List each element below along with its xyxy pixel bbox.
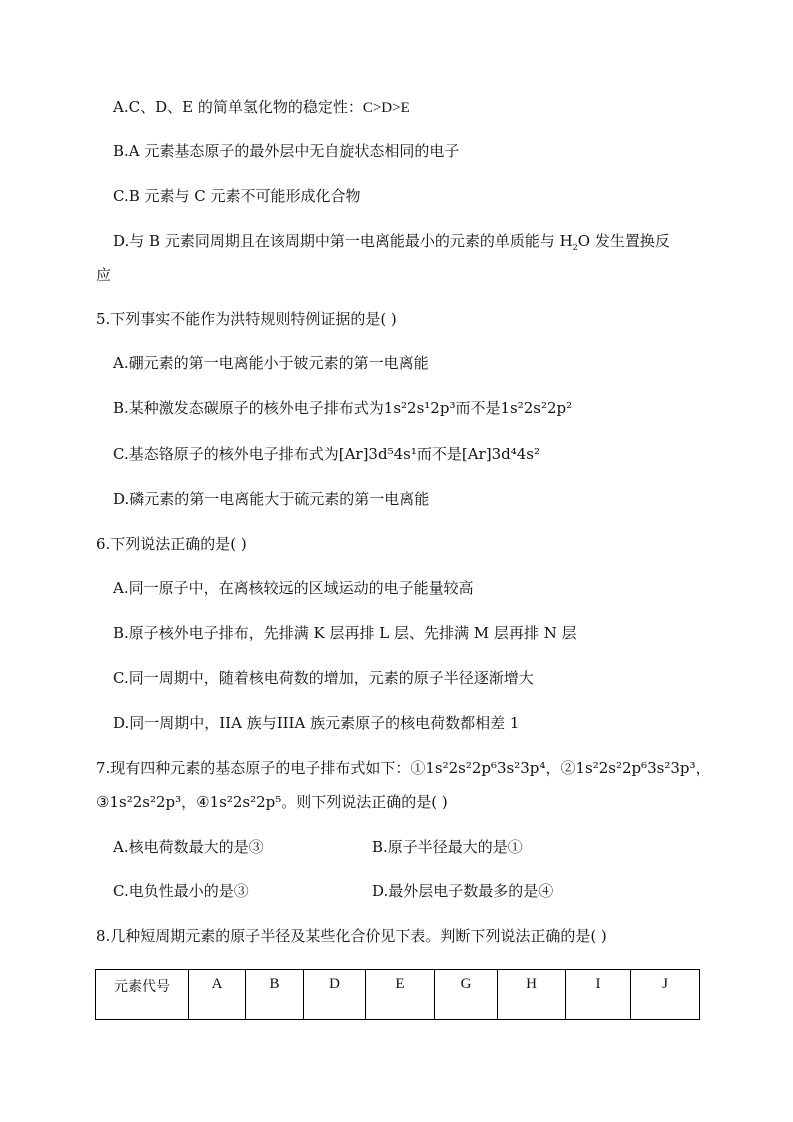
q7-option-c: C.电负性最小的是③ [113,882,249,900]
q7-stem-line2: ③1s²2s²2p³，④1s²2s²2p⁵。则下列说法正确的是( ) [96,793,448,811]
q6-stem: 6.下列说法正确的是( ) [96,535,247,553]
element-table [95,969,700,1020]
q5-option-d: D.磷元素的第一电离能大于硫元素的第一电离能 [113,490,430,508]
table-header-cell: D [304,970,366,1020]
table-header-row [96,970,700,1020]
q4-option-c: C.B 元素与 C 元素不可能形成化合物 [113,187,361,205]
q6-option-c: C.同一周期中，随着核电荷数的增加，元素的原子半径逐渐增大 [113,669,534,687]
table-header-cell: A [189,970,246,1020]
q6-option-a: A.同一原子中，在离核较远的区域运动的电子能量较高 [113,579,474,597]
q8-stem: 8.几种短周期元素的原子半径及某些化合价见下表。判断下列说法正确的是( ) [96,927,607,945]
q5-option-a: A.硼元素的第一电离能小于铍元素的第一电离能 [113,354,429,372]
q7-option-d: D.最外层电子数最多的是④ [372,882,554,900]
q4-option-a: A.C、D、E 的简单氢化物的稳定性：C>D>E [113,98,410,116]
q5-option-c: C.基态铬原子的核外电子排布式为[Ar]3d⁵4s¹而不是[Ar]3d⁴4s² [113,445,540,463]
table-header-cell: B [246,970,304,1020]
q6-option-b: B.原子核外电子排布，先排满 K 层再排 L 层、先排满 M 层再排 N 层 [113,624,577,642]
q7-option-b: B.原子半径最大的是① [372,838,523,856]
q5-stem: 5.下列事实不能作为洪特规则特例证据的是( ) [96,310,397,328]
table-header-cell: 元素代号 [96,970,189,1020]
table-header-cell: J [631,970,700,1020]
q5-option-b: B.某种激发态碳原子的核外电子排布式为1s²2s¹2p³而不是1s²2s²2p² [113,399,573,417]
table-header-cell: I [566,970,631,1020]
q6-option-d: D.同一周期中，IIA 族与IIIA 族元素原子的核电荷数都相差 1 [113,714,520,732]
table-header-cell: E [366,970,435,1020]
table-header-cell: H [498,970,566,1020]
q4-option-d: D.与 B 元素同周期且在该周期中第一电离能最小的元素的单质能与 $H_2O$ 发生置换反 [113,232,670,252]
q7-option-a: A.核电荷数最大的是③ [113,838,264,856]
q7-stem-line1: 7.现有四种元素的基态原子的电子排布式如下：①1s²2s²2p⁶3s²3p⁴，②1s²2s²2p⁶3s²3p³， [96,759,711,777]
q4-option-b: B.A 元素基态原子的最外层中无自旋状态相同的电子 [113,142,460,160]
table-header-cell: G [435,970,498,1020]
q4-option-d-continued: 应 [96,266,112,284]
